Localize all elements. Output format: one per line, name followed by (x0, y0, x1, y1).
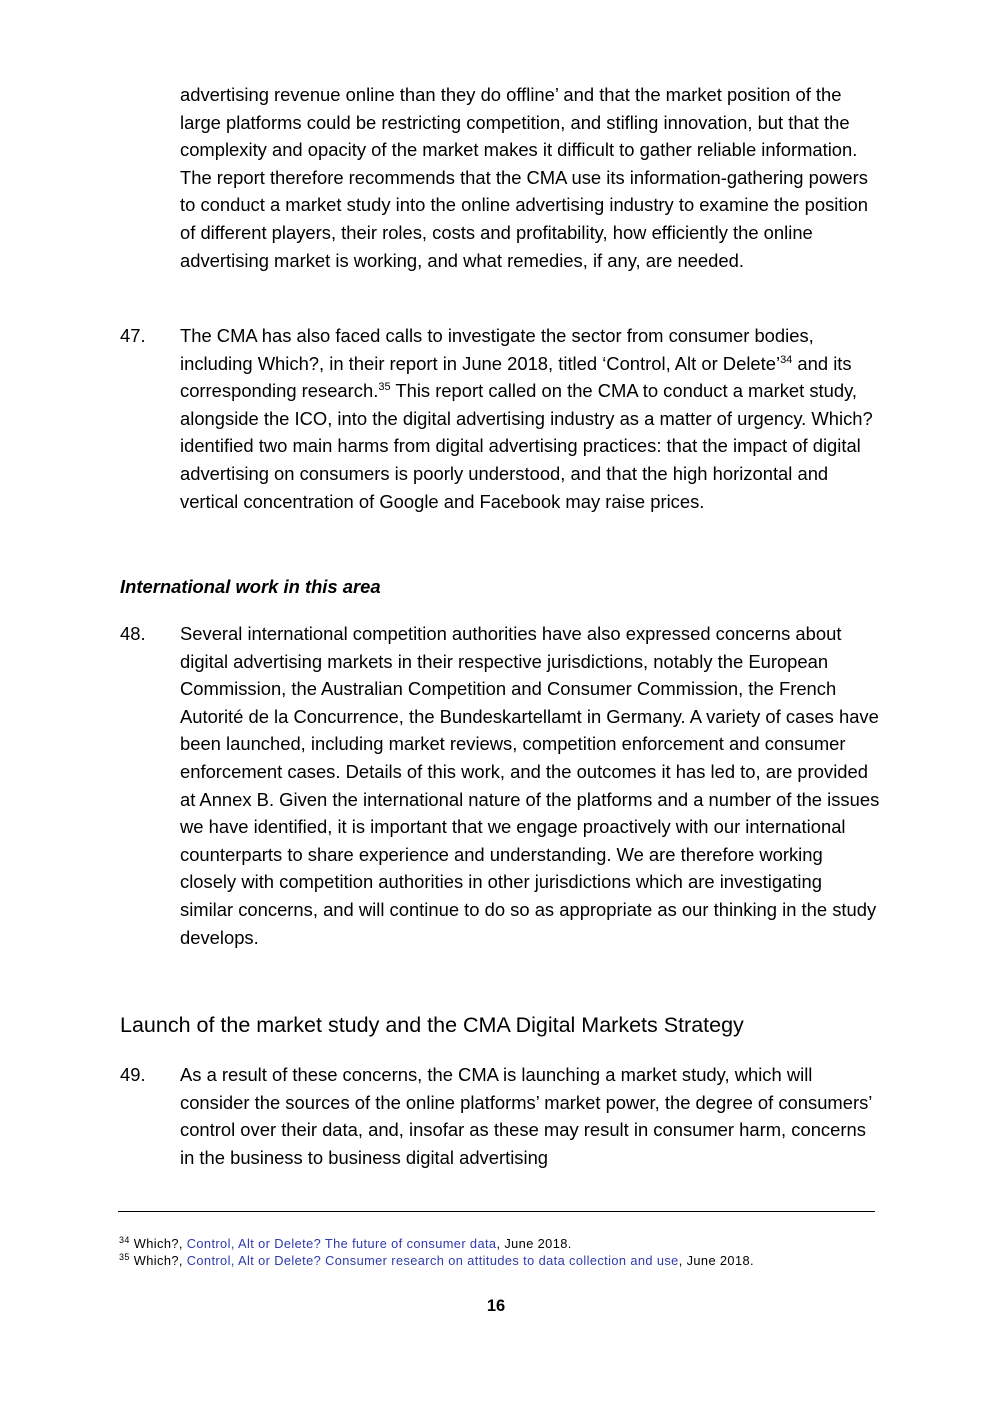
footnote-divider (118, 1211, 875, 1212)
paragraph-text (180, 322, 880, 515)
paragraph-text: Several international competition authorities have also expressed concerns about digital advertising markets in their respective jurisdictions, notably the European Commission, the Australian Competition and Consumer Commission, the French Autorité de la Concurrence, the Bundeskartellamt in Germany. A variety of cases have been launched, including market reviews, competition enforcement and consumer enforcement cases. Details of this work, and the outcomes it has led to, are provided at Annex B. Given the international nature of the platforms and a number of the issues we have identified, it is important that we engage proactively with our international counterparts to share experience and understanding. We are therefore working closely with competition authorities in other jurisdictions which are investigating similar concerns, and will continue to do so as appropriate as our thinking in the study develops. (180, 623, 880, 948)
paragraph-number: 49. (120, 1064, 146, 1085)
section-heading: Launch of the market study and the CMA Digital Markets Strategy (120, 1013, 744, 1037)
footnote-source: Which?, (133, 1236, 187, 1251)
footnote-number: 34 (119, 1235, 130, 1245)
paragraph-47-text-part1: The CMA has also faced calls to investigate the sector from consumer bodies, including Which?, in their report in June 2018, titled ‘Control, Alt or Delete’ (180, 325, 814, 374)
paragraph-48 (120, 620, 880, 951)
footnote-source: Which?, (133, 1253, 187, 1268)
footnote-35 (119, 1252, 879, 1269)
footnotes (119, 1235, 879, 1269)
footnote-suffix: , June 2018. (496, 1236, 572, 1251)
paragraph-47-text-part2: and its corresponding research. (180, 352, 852, 402)
paragraph-49 (120, 1061, 880, 1171)
footnote-number: 35 (119, 1252, 130, 1262)
footnote-link[interactable]: Control, Alt or Delete? The future of consumer data (186, 1236, 497, 1251)
paragraph-47-text-part3: This report called on the CMA to conduct a market study, alongside the ICO, into the digital advertising industry as a matter of urgency. Which? identified two main harms from digital advertising practices: that the impact of digital advertising on consumers is poorly understood, and that the high horizontal and vertical concentration of Google and Facebook may raise prices. (180, 380, 873, 512)
subheading-international-work: International work in this area (120, 576, 381, 597)
footnote-link[interactable]: Control, Alt or Delete? Consumer research on attitudes to data collection and use (186, 1253, 679, 1268)
page-number: 16 (486, 1297, 506, 1315)
paragraph-46-continuation (180, 81, 880, 274)
paragraph-number: 47. (120, 325, 146, 346)
paragraph-46-continuation-text: advertising revenue online than they do offline’ and that the market position of the large platforms could be restricting competition, and stifling innovation, but that the complexity and opacity of the market makes it difficult to gather reliable information. The report therefore recommends that the CMA use its information-gathering powers to conduct a market study into the online advertising industry to examine the position of different players, their roles, costs and profitability, how efficiently the online advertising market is working, and what remedies, if any, are needed. (180, 84, 868, 271)
footnote-ref-34[interactable]: 34 (780, 353, 793, 366)
paragraph-number: 48. (120, 623, 146, 644)
paragraph-47 (120, 322, 880, 515)
footnote-34 (119, 1235, 879, 1252)
footnote-ref-35[interactable]: 35 (378, 381, 391, 394)
paragraph-text: As a result of these concerns, the CMA is launching a market study, which will consider the sources of the online platforms’ market power, the degree of consumers’ control over their data, and, insofar as these may result in consumer harm, concerns in the business to business digital advertising (180, 1064, 872, 1168)
footnote-suffix: , June 2018. (678, 1253, 754, 1268)
